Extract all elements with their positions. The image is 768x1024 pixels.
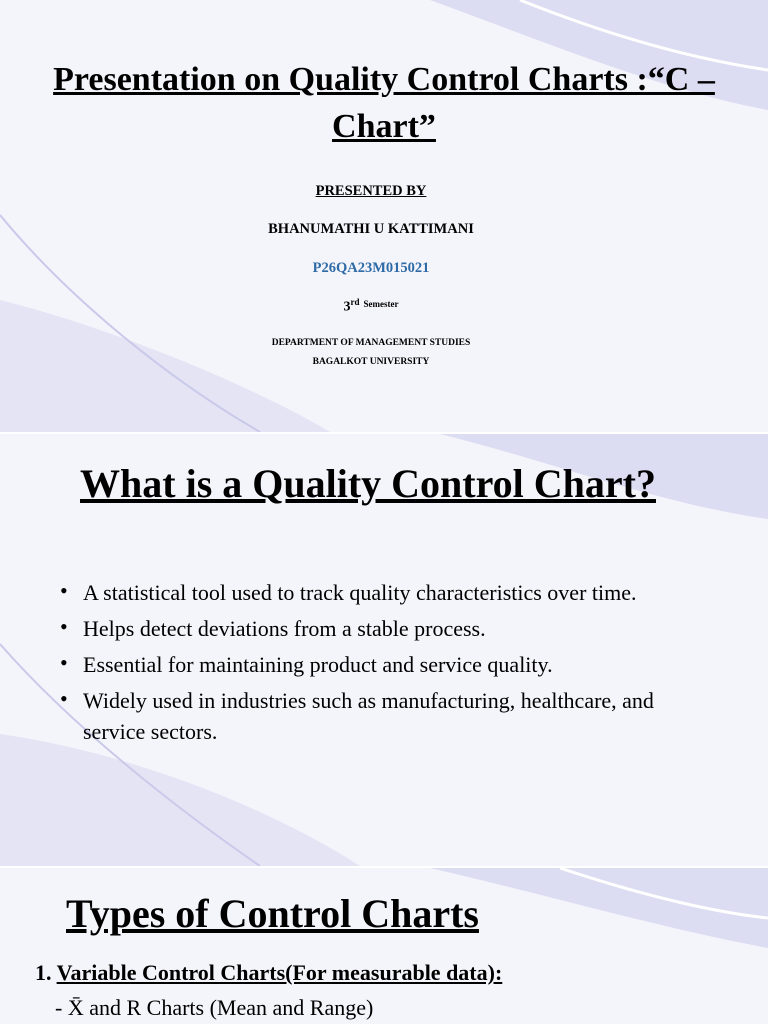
bullet-list <box>60 577 660 752</box>
types-slide <box>0 868 768 1024</box>
bullet-text: Widely used in industries such as manufacturing, healthcare, and service sectors. <box>83 688 654 744</box>
presentation-title: Presentation on Quality Control Charts :“C – Chart” <box>53 61 715 145</box>
list-item <box>60 685 660 747</box>
university-name: BAGALKOT UNIVERSITY <box>312 357 430 367</box>
bullet-icon: • <box>60 686 68 711</box>
bullet-icon: • <box>60 578 68 603</box>
bullet-text: Essential for maintaining product and service quality. <box>83 652 553 677</box>
semester <box>0 297 742 316</box>
section-number: 1. <box>35 960 52 985</box>
section-heading <box>35 960 502 986</box>
semester-suffix: rd <box>350 297 360 307</box>
registration-number: P26QA23M015021 <box>312 260 430 276</box>
bullet-text: Helps detect deviations from a stable process. <box>83 616 486 641</box>
definition-slide <box>0 434 768 866</box>
section-item: - X̄ and R Charts (Mean and Range) <box>55 995 374 1020</box>
presented-by-label: PRESENTED BY <box>315 183 427 199</box>
bullet-icon: • <box>60 650 68 675</box>
list-item <box>60 649 660 680</box>
slide-title: What is a Quality Control Chart? <box>80 461 656 506</box>
section-label: Variable Control Charts(For measurable data): <box>56 960 503 985</box>
department-name: DEPARTMENT OF MANAGEMENT STUDIES <box>271 338 471 348</box>
semester-number: 3 <box>343 299 351 315</box>
presenter-name: BHANUMATHI U KATTIMANI <box>268 221 474 237</box>
list-item <box>60 613 660 644</box>
bullet-text: A statistical tool used to track quality characteristics over time. <box>83 580 637 605</box>
title-slide <box>0 0 768 432</box>
slide-title: Types of Control Charts <box>66 891 479 936</box>
bullet-icon: • <box>60 614 68 639</box>
list-item <box>60 577 660 608</box>
semester-word: Semester <box>363 298 399 309</box>
